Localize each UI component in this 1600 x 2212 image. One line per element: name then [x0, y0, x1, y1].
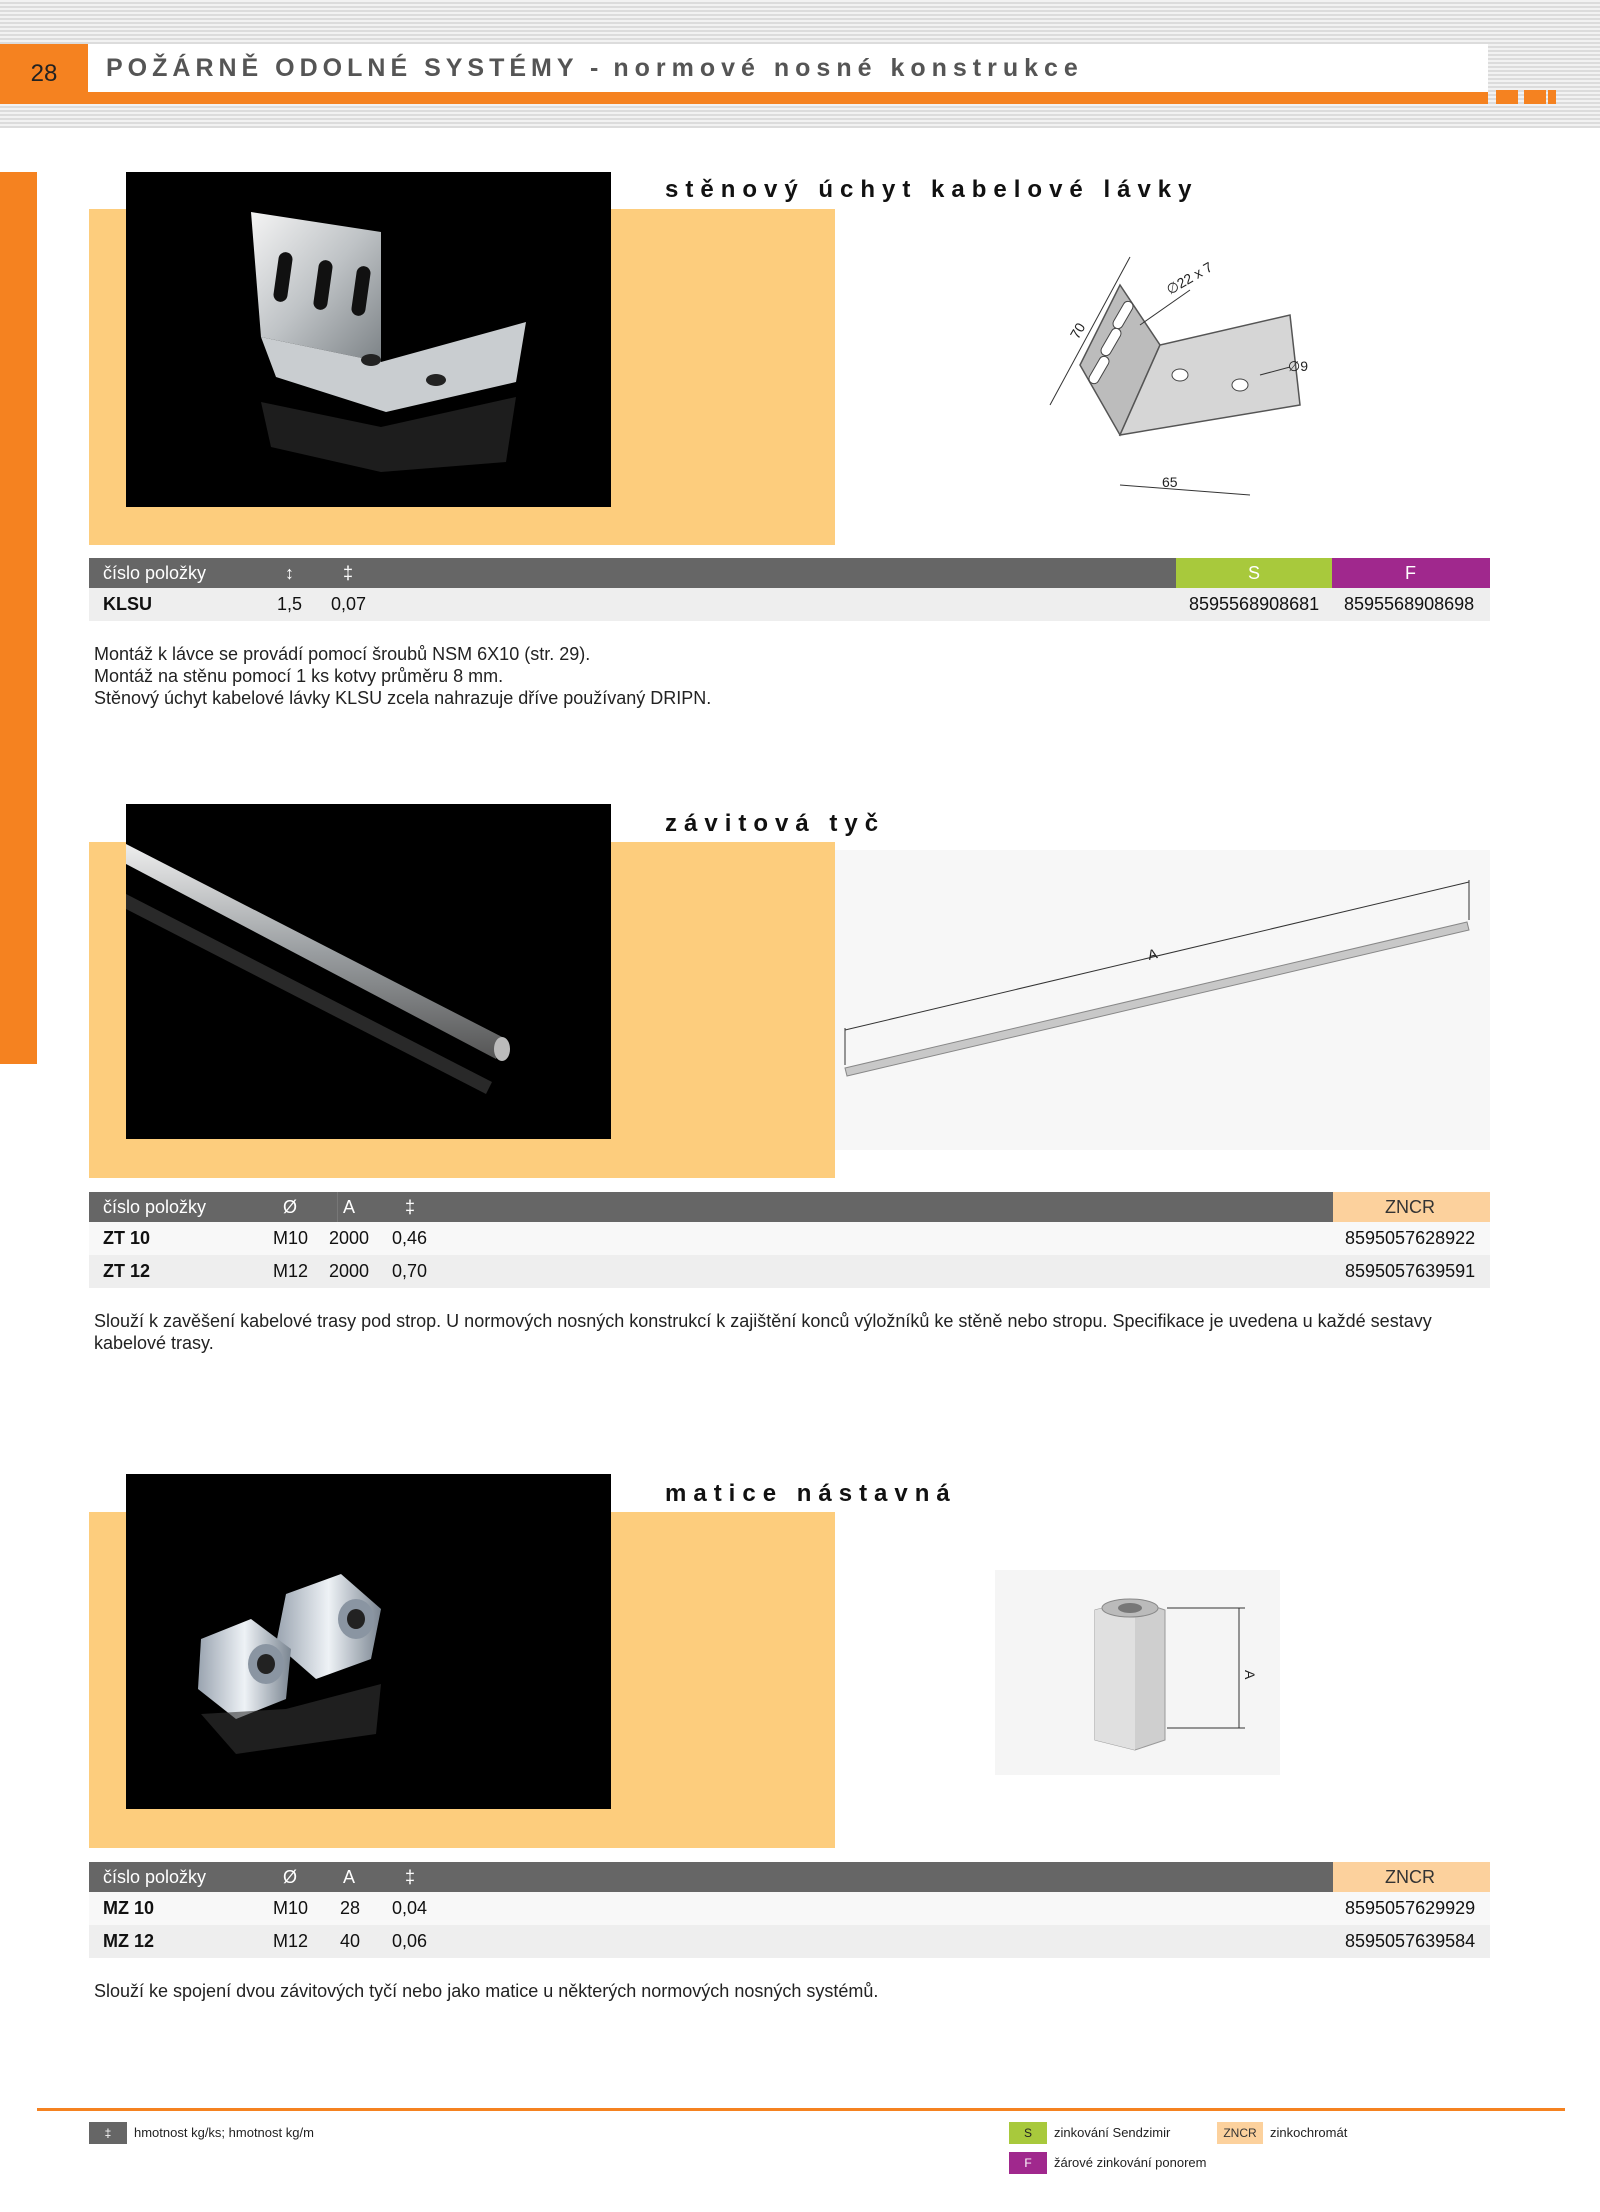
legend-zncr-swatch: ZNCR: [1217, 2122, 1263, 2144]
col-item-number: číslo položky: [103, 563, 207, 583]
header-square: [1496, 90, 1518, 104]
header-square: [1524, 90, 1546, 104]
col-diameter: Ø: [283, 1867, 298, 1887]
dim-height: 70: [1066, 320, 1089, 342]
technical-drawing-nut: [995, 1570, 1280, 1775]
legend-f-swatch: F: [1009, 2152, 1047, 2174]
dim-length: A: [1146, 945, 1159, 963]
page-number: 28: [0, 44, 88, 104]
col-diameter: Ø: [283, 1197, 298, 1217]
technical-drawing-rod: [835, 850, 1490, 1150]
legend-s-swatch: S: [1009, 2122, 1047, 2144]
dim-hole: ∅9: [1288, 358, 1308, 374]
dim-width: 65: [1162, 474, 1178, 490]
title-sub: normové nosné konstrukce: [613, 53, 1084, 82]
side-accent-bar: [0, 172, 37, 1064]
legend-zncr-text: zinkochromát: [1270, 2125, 1348, 2140]
dim-height: A: [1242, 1670, 1258, 1680]
col-length: ↕: [285, 563, 294, 583]
col-s-label: S: [1248, 563, 1261, 583]
product-photo-klsu: [126, 172, 611, 507]
page-title: [88, 44, 1488, 92]
description: Montáž k lávce se provádí pomocí šroubů NSM 6X10 (str. 29). Montáž na stěnu pomocí 1 ks kotvy průměru 8 mm. Stěnový úchyt kabelové lávky KLSU zcela nahrazuje dříve používaný DRIPN.: [94, 644, 712, 708]
legend-weight-swatch: ‡: [89, 2122, 127, 2144]
col-a: A: [343, 1867, 356, 1887]
col-a: A: [343, 1197, 356, 1217]
legend-f-text: žárové zinkování ponorem: [1054, 2155, 1207, 2170]
table-row: KLSU 1,5 0,07 8595568908681 8595568908698: [89, 588, 1490, 621]
product-photo-threaded-rod: [126, 804, 611, 1139]
col-weight: ‡: [405, 1197, 416, 1217]
description: Slouží ke spojení dvou závitových tyčí nebo jako matice u některých normových nosných systémů.: [94, 1981, 879, 2001]
col-item-number: číslo položky: [103, 1197, 207, 1217]
section-title: závitová tyč: [665, 810, 886, 837]
legend: [89, 2122, 1509, 2182]
description: Slouží k zavěšení kabelové trasy pod strop. U normových nosných konstrukcí k zajištění konců výložníků ke stěně nebo stropu. Specifikace je uvedena u každé sestavy kabelové trasy.: [94, 1311, 1432, 1353]
table-header: [89, 558, 1490, 588]
footer-rule: [37, 2108, 1565, 2111]
col-zncr-label: ZNCR: [1385, 1197, 1435, 1217]
header-rule: [88, 92, 1488, 104]
table-row: ZT 10 M10 2000 0,46 8595057628922: [89, 1222, 1490, 1255]
col-weight: ‡: [405, 1867, 416, 1887]
legend-weight-text: hmotnost kg/ks; hmotnost kg/m: [134, 2125, 314, 2140]
legend-s-text: zinkování Sendzimir: [1054, 2125, 1171, 2140]
header-square: [1548, 90, 1556, 104]
title-main: POŽÁRNĚ ODOLNÉ SYSTÉMY -: [106, 53, 604, 82]
table-row: ZT 12 M12 2000 0,70 8595057639591: [89, 1255, 1490, 1288]
table-header: [89, 1192, 1490, 1222]
product-photo-coupling-nut: [126, 1474, 611, 1809]
technical-drawing-klsu: [1040, 245, 1340, 505]
section-title: stěnový úchyt kabelové lávky: [665, 176, 1199, 203]
table-header: [89, 1862, 1490, 1892]
table-row: MZ 10 M10 28 0,04 8595057629929: [89, 1892, 1490, 1925]
col-weight: ‡: [343, 563, 354, 583]
table-row: MZ 12 M12 40 0,06 8595057639584: [89, 1925, 1490, 1958]
dim-slot: ∅22 x 7: [1163, 258, 1216, 298]
col-item-number: číslo položky: [103, 1867, 207, 1887]
section-title: matice nástavná: [665, 1480, 957, 1507]
col-f-label: F: [1405, 563, 1416, 583]
col-zncr-label: ZNCR: [1385, 1867, 1435, 1887]
